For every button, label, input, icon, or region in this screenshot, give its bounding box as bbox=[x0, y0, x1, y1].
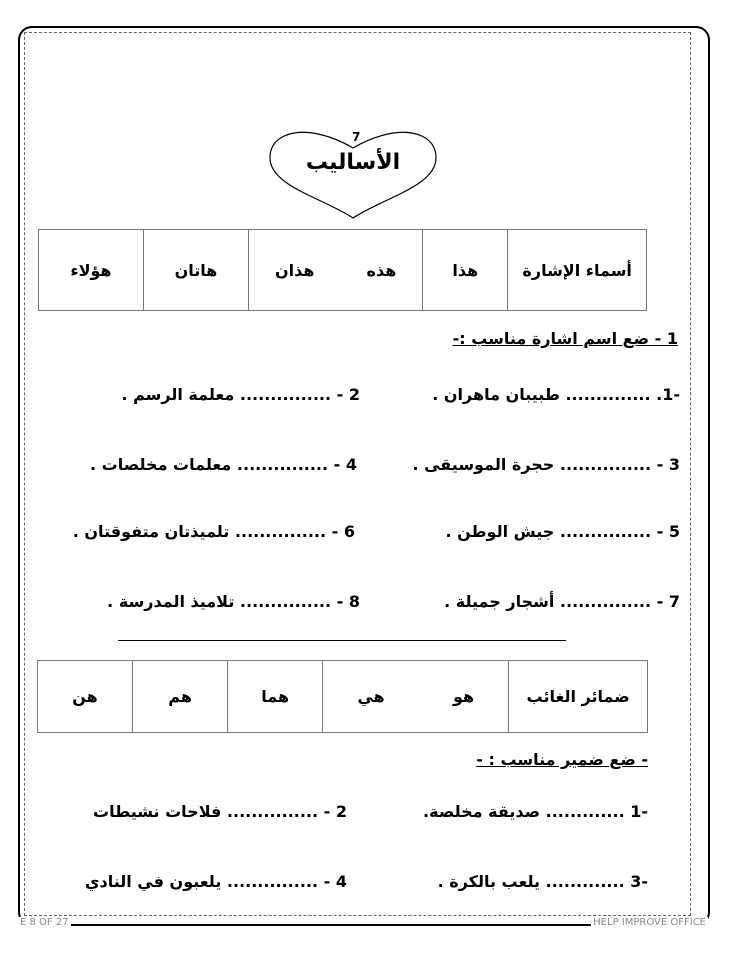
table-cell: هم bbox=[133, 661, 228, 733]
demonstratives-table bbox=[38, 229, 647, 311]
table-cell-text: هو bbox=[452, 687, 475, 706]
table-label: أسماء الإشارة bbox=[508, 230, 647, 311]
exercise-line: -1 ............. صديقة مخلصة. bbox=[423, 802, 648, 821]
divider-line bbox=[118, 640, 566, 641]
table-cell-text: هذه bbox=[366, 260, 397, 280]
exercise-line: 3 - ............... حجرة الموسيقى . bbox=[412, 455, 680, 474]
section2-heading: - ضع ضمير مناسب : - bbox=[476, 750, 648, 769]
table-cell: هاتان bbox=[144, 230, 249, 311]
table-cell: هذا bbox=[423, 230, 508, 311]
help-improve-link[interactable]: HELP IMPROVE OFFICE bbox=[593, 917, 706, 928]
exercise-line: 2 - ............... معلمة الرسم . bbox=[121, 385, 360, 404]
pronouns-table bbox=[37, 660, 648, 733]
exercise-line: 7 - ............... أشجار جميلة . bbox=[444, 592, 680, 611]
table-cell-pair bbox=[323, 661, 509, 733]
table-cell: هما bbox=[228, 661, 323, 733]
exercise-line: 4 - ............... يلعبون في النادي bbox=[84, 872, 347, 891]
section1-heading: 1 - ضع اسم اشارة مناسب :- bbox=[452, 329, 678, 348]
exercise-line: 2 - ............... فلاحات نشيطات bbox=[93, 802, 347, 821]
exercise-line: -1. .............. طبيبان ماهران . bbox=[432, 385, 680, 404]
exercise-line: 5 - ............... جيش الوطن . bbox=[445, 522, 680, 541]
page-title: الأساليب bbox=[305, 150, 401, 175]
exercise-line: -3 ............. يلعب بالكرة . bbox=[437, 872, 648, 891]
exercise-line: 4 - ............... معلمات مخلصات . bbox=[90, 455, 357, 474]
page-counter: E 8 OF 27 bbox=[20, 917, 69, 928]
table-cell-text: هذان bbox=[275, 260, 315, 280]
table-cell: هؤلاء bbox=[39, 230, 144, 311]
table-label: ضمائر الغائب bbox=[509, 661, 648, 733]
table-cell: هن bbox=[38, 661, 133, 733]
exercise-line: 8 - ............... تلاميذ المدرسة . bbox=[107, 592, 360, 611]
heart-mark: 7 bbox=[352, 130, 361, 144]
table-cell-text: هي bbox=[357, 687, 385, 706]
table-cell-pair bbox=[249, 230, 423, 311]
exercise-line: 6 - ............... تلميذتان متفوقتان . bbox=[72, 522, 355, 541]
